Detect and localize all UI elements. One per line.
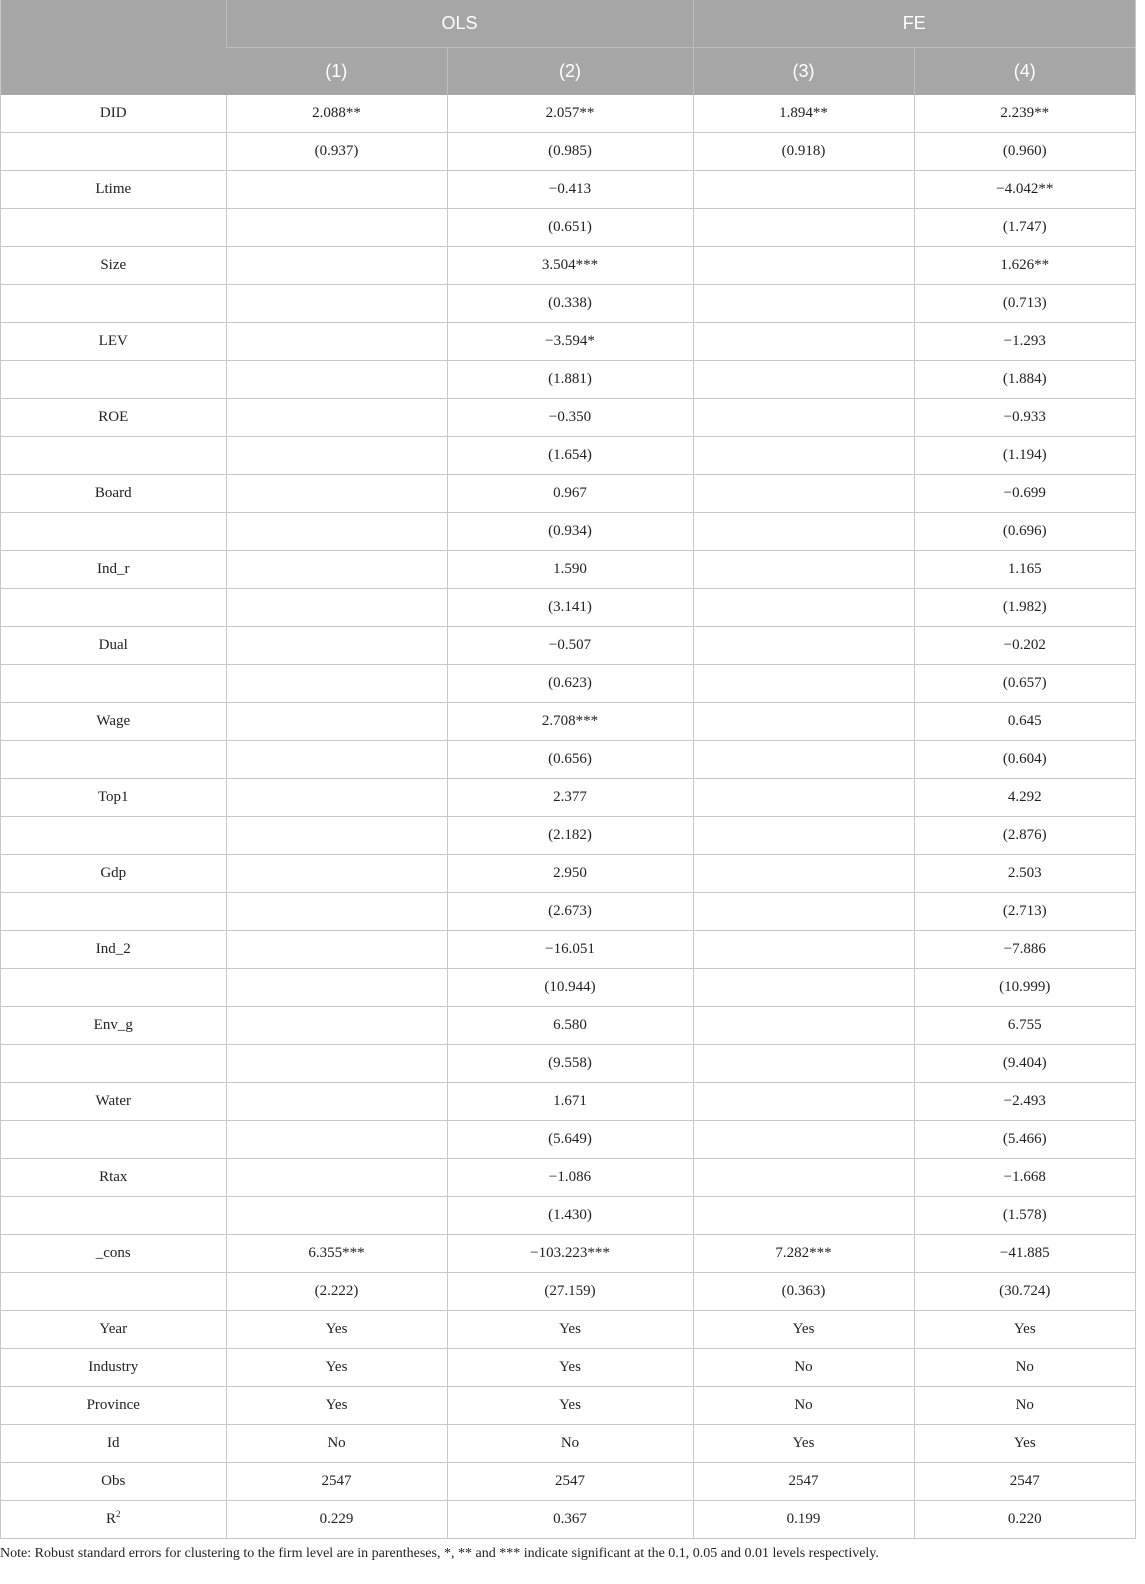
table-row [1,171,1135,209]
table-cell: −0.507 [447,627,693,665]
row-label [1,817,226,855]
row-label [1,1121,226,1159]
table-row [1,741,1135,779]
row-label-text: ROE [98,409,129,425]
table-cell [693,855,914,893]
row-label-text: Industry [88,1359,139,1375]
table-cell: −0.350 [447,399,693,437]
row-label-text: DID [99,105,127,121]
table-cell: (0.696) [914,513,1135,551]
row-label-text: Top1 [97,789,129,805]
table-cell [693,1007,914,1045]
table-cell [693,1197,914,1235]
table-cell: 2547 [693,1463,914,1501]
table-row [1,1083,1135,1121]
table-cell: (3.141) [447,589,693,627]
row-label [1,399,226,437]
table-cell [693,1083,914,1121]
table-cell: 2.377 [447,779,693,817]
row-label [1,703,226,741]
table-row [1,1121,1135,1159]
row-label-text: Board [94,485,132,501]
table-cell [693,817,914,855]
table-cell: 0.967 [447,475,693,513]
table-cell: (0.918) [693,133,914,171]
table-cell [693,285,914,323]
row-label-text: Ind_2 [95,941,131,957]
table-cell: 0.220 [914,1501,1135,1539]
table-cell [693,399,914,437]
table-cell: (1.982) [914,589,1135,627]
table-cell [693,1121,914,1159]
row-label [1,855,226,893]
table-cell: (0.651) [447,209,693,247]
table-cell [693,969,914,1007]
header-group-fe: FE [693,0,1135,48]
row-label [1,1159,226,1197]
table-cell [226,551,447,589]
table-row [1,1273,1135,1311]
row-label [1,1007,226,1045]
row-label-text: Gdp [100,865,127,881]
row-label-text: Ind_r [97,561,130,577]
header-col-1: (1) [226,48,447,96]
table-cell: 1.165 [914,551,1135,589]
table-cell [226,969,447,1007]
row-label [1,1463,226,1501]
row-label [1,1273,226,1311]
table-cell: (27.159) [447,1273,693,1311]
table-cell: (2.182) [447,817,693,855]
table-cell [226,893,447,931]
table-cell [226,855,447,893]
table-row [1,1311,1135,1349]
table-cell [693,323,914,361]
table-cell: (10.999) [914,969,1135,1007]
table-row [1,1007,1135,1045]
table-row [1,475,1135,513]
table-row [1,1159,1135,1197]
table-row [1,95,1135,133]
table-row [1,1349,1135,1387]
header-group-ols: OLS [226,0,693,48]
table-cell [693,931,914,969]
table-cell: Yes [226,1387,447,1425]
table-row [1,1501,1135,1539]
table-cell: (2.713) [914,893,1135,931]
table-cell: (1.884) [914,361,1135,399]
table-row [1,779,1135,817]
table-cell: 0.645 [914,703,1135,741]
table-cell [226,247,447,285]
table-cell: (0.338) [447,285,693,323]
row-label [1,209,226,247]
table-cell [226,589,447,627]
table-header [1,0,1135,95]
table-cell: Yes [447,1387,693,1425]
table-row [1,1045,1135,1083]
row-label-text: Size [100,257,127,273]
table-row [1,855,1135,893]
row-label [1,95,226,133]
table-cell: No [693,1387,914,1425]
table-cell: (0.656) [447,741,693,779]
table-cell: (1.430) [447,1197,693,1235]
row-label-text: Dual [98,637,128,653]
table-cell [226,1007,447,1045]
row-label [1,285,226,323]
row-label-text: R [105,1511,116,1527]
table-row [1,1235,1135,1273]
table-cell: −2.493 [914,1083,1135,1121]
table-cell: 2547 [447,1463,693,1501]
table-cell [226,1045,447,1083]
table-cell: (5.649) [447,1121,693,1159]
table-cell: No [226,1425,447,1463]
row-label [1,1349,226,1387]
table-cell: 1.590 [447,551,693,589]
row-label [1,779,226,817]
table-cell [226,475,447,513]
table-cell: 0.367 [447,1501,693,1539]
table-row [1,399,1135,437]
row-label [1,893,226,931]
table-cell: No [914,1349,1135,1387]
header-col-2: (2) [447,48,693,96]
row-label-text: Id [107,1435,120,1451]
table-cell: (0.960) [914,133,1135,171]
table-cell [693,741,914,779]
row-label [1,513,226,551]
table-cell: −0.933 [914,399,1135,437]
table-row [1,893,1135,931]
table-row [1,437,1135,475]
row-label [1,931,226,969]
table-cell: (1.654) [447,437,693,475]
table-cell: 0.199 [693,1501,914,1539]
table-cell [693,1159,914,1197]
table-cell: Yes [693,1425,914,1463]
table-cell [226,741,447,779]
table-cell [693,627,914,665]
table-cell: 1.671 [447,1083,693,1121]
table-row [1,285,1135,323]
table-cell [226,1121,447,1159]
table-cell [226,1083,447,1121]
row-label-text: Year [99,1321,128,1337]
table-cell: (0.363) [693,1273,914,1311]
row-label-superscript: 2 [116,1509,121,1519]
row-label [1,133,226,171]
table-cell: −103.223*** [447,1235,693,1273]
table-cell: −1.086 [447,1159,693,1197]
table-cell [226,817,447,855]
table-cell [226,665,447,703]
table-cell: (5.466) [914,1121,1135,1159]
table-cell [693,779,914,817]
row-label [1,1311,226,1349]
table-row [1,361,1135,399]
table-row [1,627,1135,665]
table-cell: −1.668 [914,1159,1135,1197]
table-row [1,209,1135,247]
row-label [1,437,226,475]
table-cell [693,513,914,551]
table-cell: (1.747) [914,209,1135,247]
table-row [1,133,1135,171]
table-cell [693,551,914,589]
table-cell: (0.657) [914,665,1135,703]
table-cell: 1.626** [914,247,1135,285]
row-label [1,1387,226,1425]
row-label [1,1235,226,1273]
table-cell: 2.088** [226,95,447,133]
table-row [1,969,1135,1007]
row-label [1,627,226,665]
table-cell: 2.057** [447,95,693,133]
table-cell [226,399,447,437]
table-cell [226,171,447,209]
table-cell: −0.699 [914,475,1135,513]
table-body [1,95,1135,1539]
table-cell [226,285,447,323]
table-cell: 1.894** [693,95,914,133]
table-cell: Yes [693,1311,914,1349]
table-cell: Yes [914,1425,1135,1463]
table-cell: (0.934) [447,513,693,551]
table-cell [226,323,447,361]
table-row [1,513,1135,551]
table-cell: −1.293 [914,323,1135,361]
row-label [1,1083,226,1121]
row-label-text: Env_g [93,1017,133,1033]
table-cell: No [693,1349,914,1387]
table-cell: (0.623) [447,665,693,703]
table-cell [226,209,447,247]
table-row [1,1463,1135,1501]
table-cell: −3.594* [447,323,693,361]
table-cell [226,779,447,817]
table-row [1,323,1135,361]
row-label [1,589,226,627]
table-cell: No [914,1387,1135,1425]
table-cell: 2.708*** [447,703,693,741]
table-cell [226,703,447,741]
table-cell: (2.673) [447,893,693,931]
table-cell: 6.755 [914,1007,1135,1045]
table-cell: (30.724) [914,1273,1135,1311]
table-cell: 2547 [226,1463,447,1501]
regression-table [1,0,1135,1539]
row-label [1,247,226,285]
header-col-4: (4) [914,48,1135,96]
row-label [1,171,226,209]
table-row [1,1197,1135,1235]
table-cell [693,589,914,627]
table-row [1,1387,1135,1425]
table-cell [693,1045,914,1083]
table-cell: 2.503 [914,855,1135,893]
table-row [1,931,1135,969]
table-cell [693,209,914,247]
table-cell: −4.042** [914,171,1135,209]
table-row [1,1425,1135,1463]
table-cell: (1.578) [914,1197,1135,1235]
table-row [1,589,1135,627]
table-cell: (1.194) [914,437,1135,475]
table-cell [693,437,914,475]
table-cell: (9.404) [914,1045,1135,1083]
table-cell [693,361,914,399]
table-cell: (9.558) [447,1045,693,1083]
table-cell: −0.202 [914,627,1135,665]
row-label [1,475,226,513]
table-cell [226,513,447,551]
row-label [1,323,226,361]
table-cell [226,1159,447,1197]
table-cell [226,931,447,969]
table-cell: (2.222) [226,1273,447,1311]
table-row [1,817,1135,855]
table-cell: 2547 [914,1463,1135,1501]
table-cell: Yes [447,1349,693,1387]
row-label [1,665,226,703]
row-label-text: Ltime [95,181,132,197]
table-row [1,703,1135,741]
table-row [1,665,1135,703]
table-cell: No [447,1425,693,1463]
table-cell: Yes [914,1311,1135,1349]
table-cell [226,627,447,665]
row-label [1,551,226,589]
row-label [1,1501,226,1539]
table-cell: 7.282*** [693,1235,914,1273]
table-cell: (0.604) [914,741,1135,779]
row-label-text: Rtax [99,1169,128,1185]
table-cell: (0.985) [447,133,693,171]
table-cell: 3.504*** [447,247,693,285]
table-row [1,247,1135,285]
table-cell: −16.051 [447,931,693,969]
table-cell [693,665,914,703]
row-label [1,969,226,1007]
table-note: Note: Robust standard errors for clustering to the firm level are in parentheses, *, ** and *** indicate significant at the 0.1, 0.05 and 0.01 levels respectively. [0,1546,879,1561]
table-cell: Yes [226,1349,447,1387]
table-cell: Yes [226,1311,447,1349]
table-row [1,551,1135,589]
table-cell [226,1197,447,1235]
table-cell [693,893,914,931]
header-group-row [1,0,1135,48]
table-cell: −41.885 [914,1235,1135,1273]
table-cell [693,703,914,741]
table-cell: (1.881) [447,361,693,399]
table-cell [693,247,914,285]
row-label-text: Wage [96,713,131,729]
row-label [1,361,226,399]
table-cell [226,361,447,399]
table-cell: (10.944) [447,969,693,1007]
table-cell [693,171,914,209]
table-cell: 2.950 [447,855,693,893]
row-label [1,1425,226,1463]
table-cell: −0.413 [447,171,693,209]
row-label [1,741,226,779]
table-cell: 2.239** [914,95,1135,133]
row-label-text: LEV [98,333,128,349]
table-cell [693,475,914,513]
table-cell: 6.355*** [226,1235,447,1273]
row-label-text: Water [95,1093,131,1109]
row-label-text: _cons [95,1245,131,1261]
table-cell: (0.713) [914,285,1135,323]
table-cell: 0.229 [226,1501,447,1539]
row-label [1,1045,226,1083]
table-cell: 4.292 [914,779,1135,817]
table-cell: −7.886 [914,931,1135,969]
table-cell: (0.937) [226,133,447,171]
table-cell [226,437,447,475]
row-label [1,1197,226,1235]
table-cell: Yes [447,1311,693,1349]
row-label-text: Province [86,1397,140,1413]
row-label-text: Obs [101,1473,126,1489]
header-blank-cell [1,0,226,95]
table-cell: 6.580 [447,1007,693,1045]
header-col-3: (3) [693,48,914,96]
table-cell: (2.876) [914,817,1135,855]
